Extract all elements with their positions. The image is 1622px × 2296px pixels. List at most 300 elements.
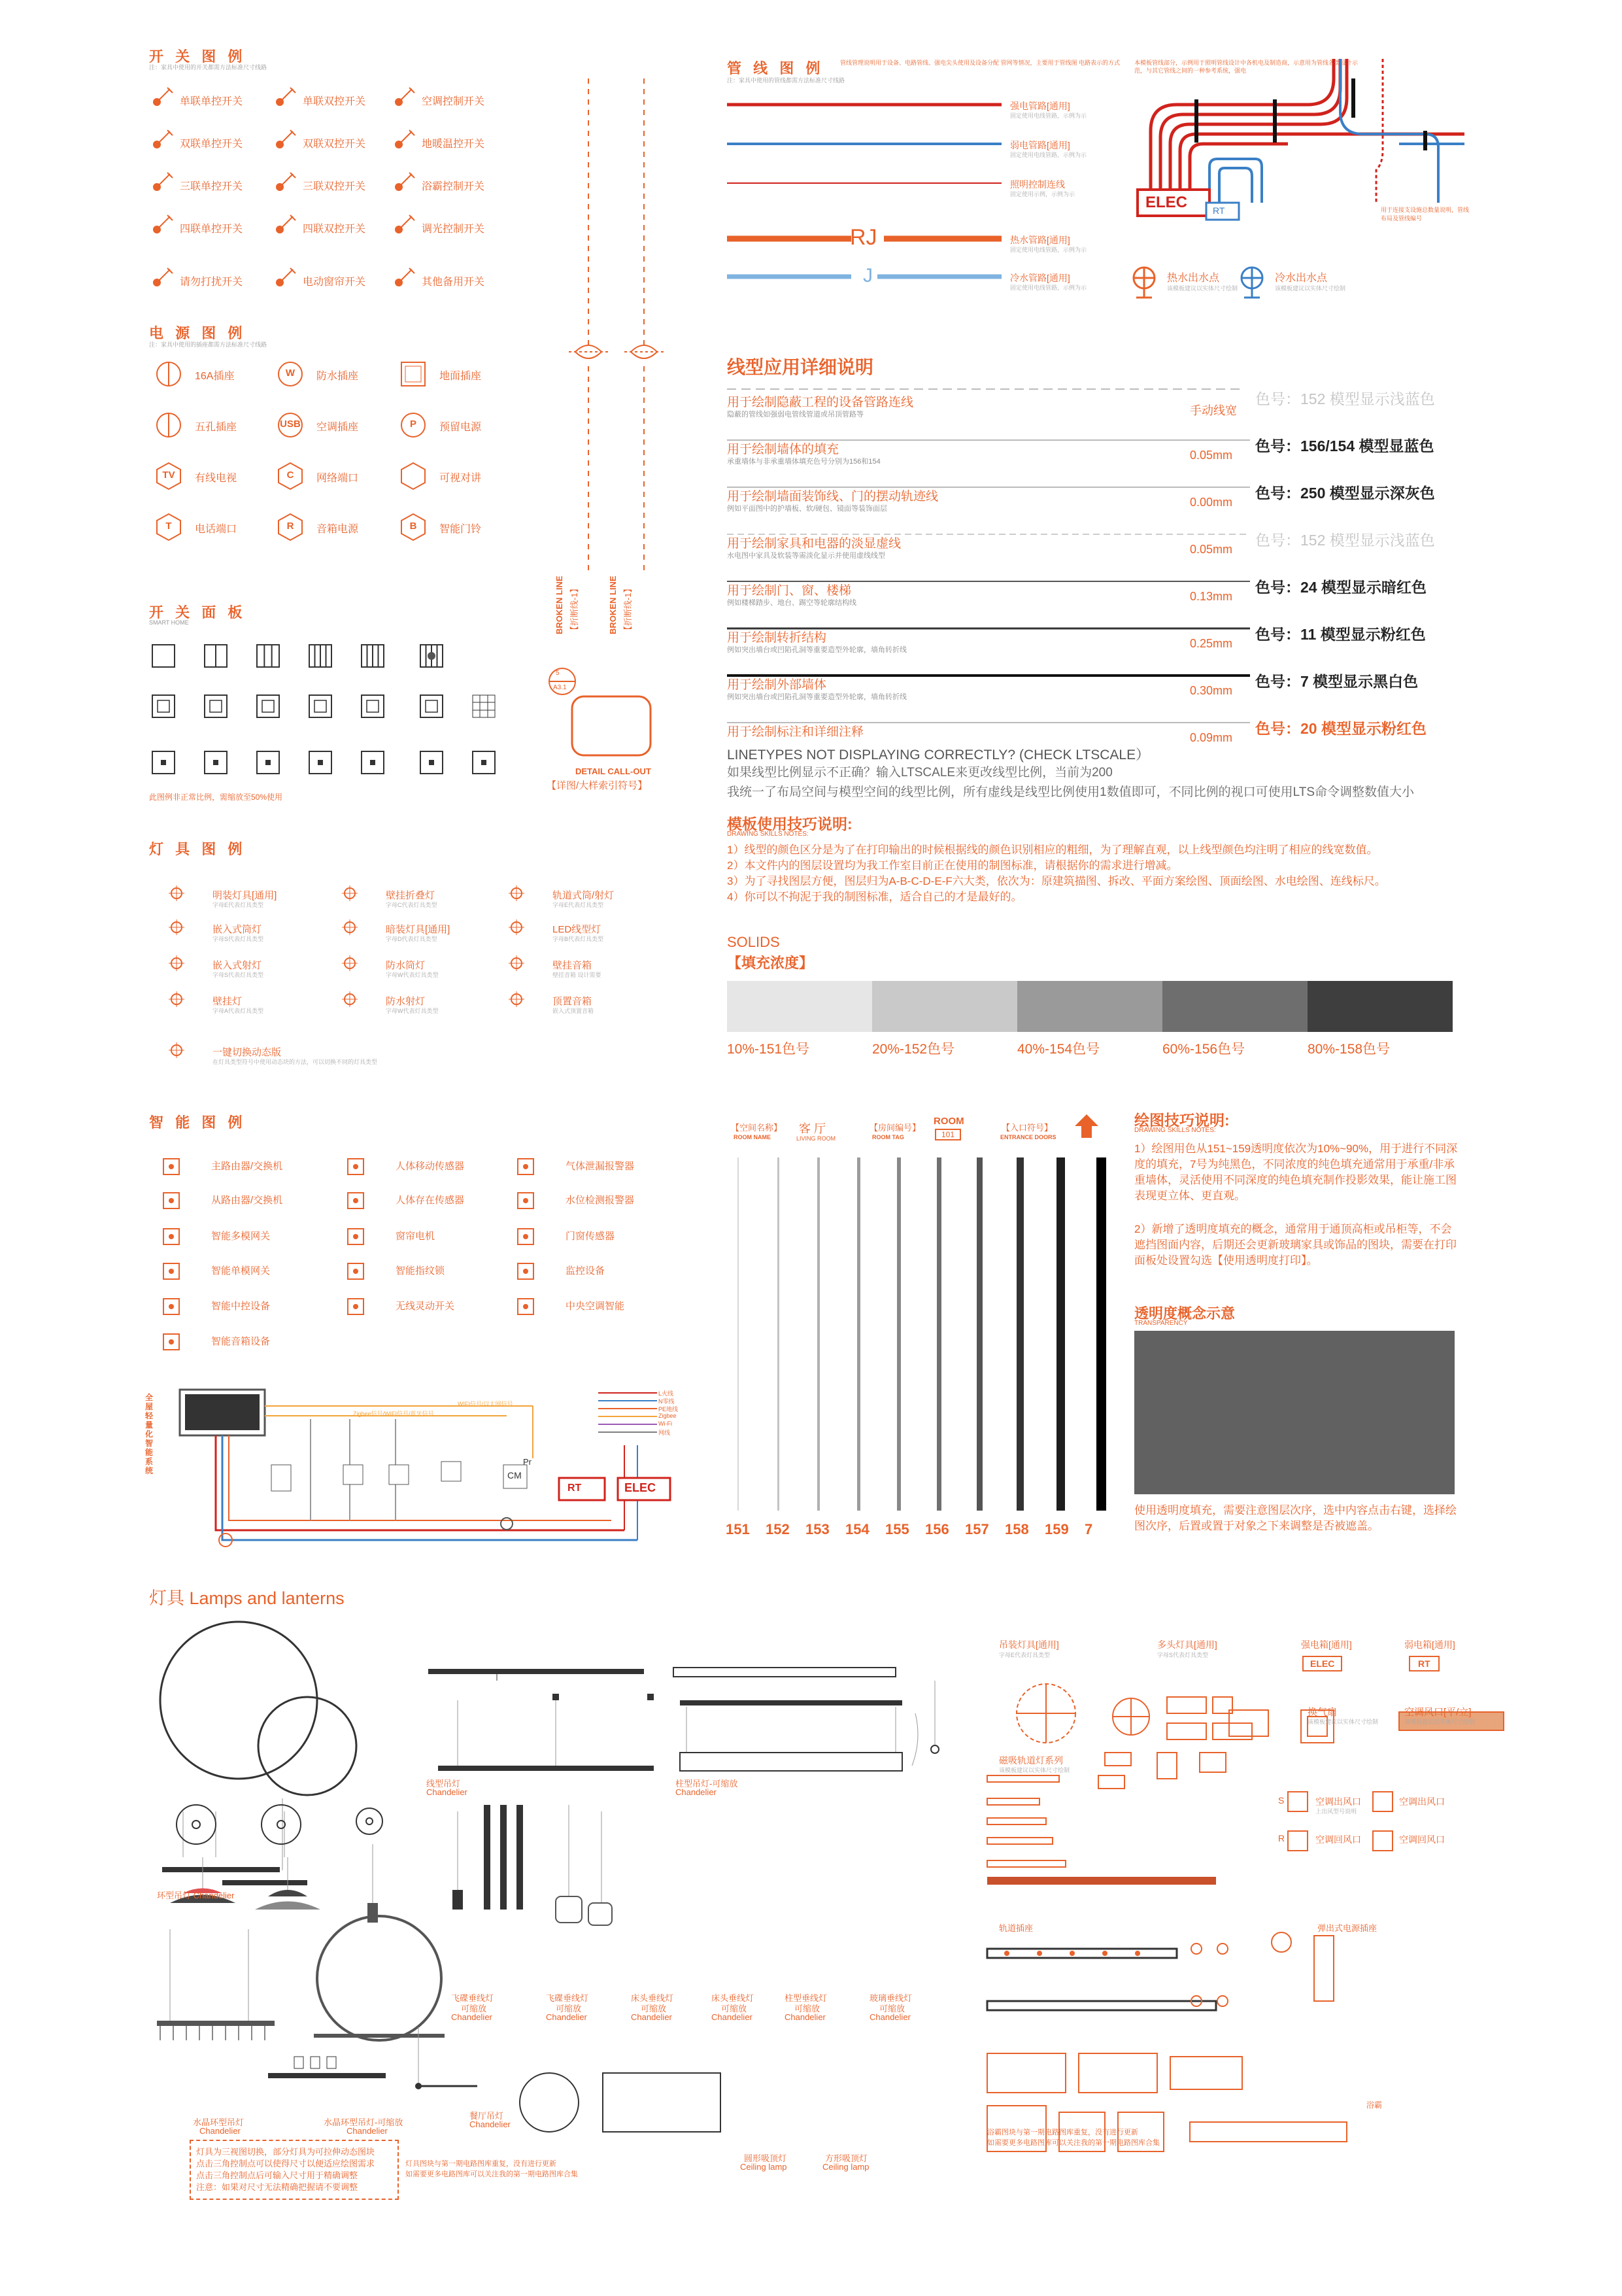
switch-label: 空调控制开关 (422, 96, 485, 107)
linetype-desc: 承重墙体与非承重墙体填充色号分别为156和154 (727, 458, 881, 466)
smart-device-icon (346, 1297, 366, 1320)
pipe-item-label: 强电管路[通用] (1010, 101, 1070, 111)
detail-callout-label2: 【详图/大样索引符号】 (547, 780, 648, 791)
light-fixture-icon (343, 990, 363, 1013)
solid-label: 20%-152色号 (872, 1042, 955, 1057)
lamp-label: Chandelier (346, 2126, 388, 2136)
solid-swatch (1308, 981, 1453, 1032)
transparency-bar (937, 1157, 941, 1511)
light-label: 防水射灯 (386, 996, 426, 1007)
system-elec-box: ELEC (624, 1481, 656, 1494)
linetype-sample-line (727, 386, 1250, 392)
system-legend-item: N零线 (658, 1398, 675, 1405)
switch-icon (150, 173, 177, 197)
detail-callout-label: DETAIL CALL-OUT (575, 766, 651, 776)
switch-panel-icon (420, 751, 443, 778)
power-label: 电话端口 (195, 524, 237, 535)
switch-icon (150, 268, 177, 292)
transparency-number: 157 (965, 1521, 989, 1537)
switch-section-title: 开 关 图 例 (149, 48, 246, 65)
linetype-name: 用于绘制转折结构 (727, 631, 827, 645)
switch-panel-icon (204, 644, 228, 671)
solid-swatch (1017, 981, 1162, 1032)
light-desc: 字母S代表灯具类型 (212, 936, 264, 942)
lamp-label: 柱型垂线灯 (785, 1993, 828, 2003)
linetype-sample-line (727, 531, 1250, 538)
light-label: 防水筒灯 (386, 960, 426, 971)
room-tag-number: 101 (935, 1129, 961, 1140)
system-pr-label: Pr (523, 1457, 532, 1467)
switch-panel-icon (361, 694, 384, 721)
power-section-title: 电 源 图 例 (149, 325, 246, 341)
weak-box-rt: RT (1409, 1656, 1440, 1671)
switch-panel-icon (309, 694, 332, 721)
system-cm-box: CM (507, 1470, 522, 1481)
light-desc: 壁挂音箱 设计需要 (552, 972, 601, 978)
detail-callout-top: 5 (556, 670, 560, 677)
smart-label: 水位检测报警器 (566, 1195, 635, 1206)
power-label: 可视对讲 (439, 473, 482, 484)
light-fixture-icon (343, 884, 363, 907)
light-fixture-icon (170, 1041, 190, 1064)
power-label: 音箱电源 (316, 524, 359, 535)
transparency-number: 158 (1005, 1521, 1029, 1537)
transparency-number: 155 (885, 1521, 909, 1537)
broken-line-label-1: BROKEN LINE (554, 575, 564, 634)
light-desc: 字母E代表灯具类型 (212, 902, 264, 908)
switch-panel-icon (309, 751, 332, 778)
power-glyph: B (409, 521, 417, 532)
light-label: 轨道式筒/射灯 (552, 890, 615, 901)
light-fixture-icon (343, 954, 363, 977)
switch-panel-icon (256, 751, 280, 778)
linetype-sample-line (727, 578, 1250, 585)
smart-device-icon (516, 1262, 536, 1285)
transparency-number: 151 (726, 1521, 750, 1537)
smart-device-icon (162, 1333, 182, 1356)
template-notes-list (727, 842, 1386, 905)
template-notes-title: 模板使用技巧说明: (727, 815, 853, 832)
smart-device-icon (346, 1227, 366, 1250)
light-desc: 字母A代表灯具类型 (212, 1008, 264, 1014)
smart-label: 智能音箱设备 (211, 1336, 271, 1347)
power-label: 有线电视 (195, 473, 237, 484)
power-label: 预留电源 (439, 422, 482, 433)
power-glyph: W (285, 368, 296, 379)
smart-device-icon (516, 1227, 536, 1250)
panel-section-title: 开 关 面 板 (149, 604, 246, 621)
lamp-label: 线型吊灯 (426, 1779, 461, 1789)
switch-label: 双联单控开关 (180, 139, 243, 150)
switch-icon (392, 130, 418, 154)
lamp-label: Chandelier (451, 2012, 492, 2022)
lamp-label: 环型吊灯 Chandelier (157, 1891, 235, 1900)
power-glyph: R (286, 521, 294, 532)
linetype-width: 0.00mm (1190, 496, 1233, 509)
template-note-line: 4）你可以不拘泥于我的制图标准，适合自己的才是最好的。 (727, 891, 1022, 903)
linetype-color: 色号：250 模型显示深灰色 (1255, 485, 1435, 502)
linetype-name: 用于绘制外部墙体 (727, 678, 827, 692)
power-label: 地面插座 (439, 371, 482, 382)
switch-panel-icon (361, 751, 384, 778)
lamp-label: 可缩放 (721, 2004, 747, 2013)
drawing-tips-title: 绘图技巧说明: (1134, 1112, 1230, 1129)
switch-panel-icon (152, 694, 175, 721)
ac-in-label-2: 空调回风口 (1399, 1834, 1445, 1845)
room-name-label: 【空间名称】 (731, 1123, 783, 1133)
pipe-item-label: 冷水管路[通用] (1010, 273, 1070, 283)
ac-out-sub: 上出风型号说明 (1315, 1808, 1357, 1815)
power-glyph: USB (280, 419, 301, 430)
lamps-note-line-3: 点击三角控制点后可输入尺寸用于精确调整 (196, 2170, 358, 2180)
system-rt-box: RT (567, 1482, 582, 1494)
light-desc: 字母W代表灯具类型 (386, 1008, 439, 1014)
smart-device-icon (162, 1157, 182, 1180)
light-label: LED线型灯 (552, 924, 601, 935)
switch-label: 请勿打扰开关 (180, 277, 243, 288)
linetype-width: 0.13mm (1190, 590, 1233, 603)
smart-label: 智能单模网关 (211, 1265, 271, 1277)
lamp-label: Chandelier (711, 2012, 752, 2022)
smart-device-icon (162, 1191, 182, 1214)
linetype-desc: 例如楼梯踏步、地台、踢空等轮廓结构线 (727, 599, 856, 607)
switch-icon (392, 173, 418, 197)
smart-device-icon (516, 1297, 536, 1320)
smart-label: 智能中控设备 (211, 1301, 271, 1312)
light-label: 明装灯具[通用] (212, 890, 277, 901)
living-room-label: 客 厅 (799, 1122, 826, 1135)
hot-water-outlet-label: 热水出水点 (1167, 273, 1220, 284)
solids-title: SOLIDS (727, 934, 780, 950)
pipe-rt-box: RT (1213, 205, 1225, 216)
pipe-lines-graphic (727, 92, 1188, 307)
pipe-elec-note: 用于连接支设施总数量说明，管线布局及管线编号 (1381, 207, 1470, 222)
linetype-sample-line (727, 672, 1250, 679)
light-fixture-icon (343, 918, 363, 941)
linetype-color: 色号：152 模型显示浅蓝色 (1255, 390, 1435, 407)
switch-icon (392, 215, 418, 239)
pipe-intro-2: 本模板管线部分，示例用于照明管线设计中各机电及制造商，示意用为管线各类设计示范，与其它管线之间的一种参考系统，强电 (1134, 60, 1359, 74)
switch-icon (150, 88, 177, 112)
ac-vent-desc: 该模板建议以实体尺寸绘制 (1404, 1719, 1476, 1725)
lamp-label: 餐厅吊灯 (469, 2111, 504, 2121)
light-desc: 字母B代表灯具类型 (552, 936, 604, 942)
power-outlet-icon (156, 412, 182, 441)
drawing-tips-p1: 1）绘图用色从151~159透明度依次为10%~90%，用于进行不同深度的填充，7号为纯黑色，不同浓度的纯色填充通常用于承重/非承重墙体，灵活使用不同深度的纯色填充制作投影效果，能让施工图表现更立体、更直观。 (1134, 1142, 1458, 1202)
linetype-name: 用于绘制标注和详细注释 (727, 725, 864, 739)
linetype-desc: 例如平面图中的护墙板、软/硬包、镜面等装饰面层 (727, 505, 888, 513)
lamp-label: 床头垂线灯 (631, 1993, 674, 2003)
smart-label: 门窗传感器 (566, 1231, 615, 1242)
switch-label: 地暖温控开关 (422, 139, 485, 150)
lamp-label: Chandelier (870, 2012, 911, 2022)
system-legend-item: L火线 (658, 1390, 674, 1397)
transparency-bars (719, 1157, 1098, 1524)
solid-swatch (872, 981, 1017, 1032)
power-label: 16A插座 (195, 371, 235, 382)
template-note-line: 2）本文件内的图层设置均为我工作室目前正在使用的制图标准，请根据你的需求进行增减。 (727, 859, 1178, 872)
fan-desc: 该模板建议以实体尺寸绘制 (1308, 1719, 1379, 1725)
switch-label: 双联双控开关 (303, 139, 366, 150)
strong-box-label: 强电箱[通用] (1301, 1639, 1352, 1650)
broken-line-label-2: BROKEN LINE (608, 575, 618, 634)
linetype-desc: 水电图中家具及软装等需淡化显示并使用虚线线型 (727, 552, 885, 560)
lamp-label: Chandelier (469, 2119, 511, 2129)
transparency-bar (977, 1157, 983, 1511)
ac-out-label: 空调出风口 (1315, 1796, 1361, 1807)
light-fixture-icon (510, 954, 530, 977)
smart-label: 无线灵动开关 (396, 1301, 455, 1312)
lamp-label: Chandelier (546, 2012, 587, 2022)
lamps-title: 灯具 Lamps and lanterns (149, 1588, 345, 1608)
hot-water-outlet-desc: 该模板建议以实体尺寸绘制 (1167, 285, 1238, 292)
transparency-bar (817, 1157, 820, 1511)
linetype-color: 色号：11 模型显示粉红色 (1255, 626, 1426, 643)
panel-note: 此图例非正常比例，需缩放至50%使用 (149, 793, 283, 802)
entrance-en: ENTRANCE DOORS (1000, 1134, 1056, 1140)
solid-label: 60%-156色号 (1162, 1042, 1245, 1057)
lamp-label: 可缩放 (641, 2004, 667, 2013)
lamp-label: Chandelier (631, 2012, 672, 2022)
cold-water-j-label: J (863, 265, 873, 286)
popup-socket-label: 弹出式电源插座 (1317, 1923, 1377, 1933)
system-legend-item: PE地线 (658, 1406, 679, 1413)
smart-device-icon (516, 1191, 536, 1214)
switch-label: 其他备用开关 (422, 277, 485, 288)
light-desc: 字母D代表灯具类型 (386, 936, 437, 942)
lamps-note-line-1: 灯具为三视图切换，部分灯具为可拉伸动态图块 (196, 2147, 375, 2157)
power-label: 防水插座 (316, 371, 359, 382)
smart-section-title: 智 能 图 例 (149, 1114, 246, 1131)
switch-icon (273, 173, 299, 197)
lamps-note-box (190, 2140, 399, 2200)
system-legend-item: 网线 (658, 1430, 671, 1436)
cold-water-outlet-icon (1239, 265, 1278, 304)
transparency-bar (777, 1157, 779, 1511)
transparency-bar (1096, 1157, 1106, 1511)
switch-label: 浴霸控制开关 (422, 181, 485, 192)
linetype-sample-line (727, 484, 1250, 490)
power-outlet-icon (400, 463, 426, 492)
light-label: 嵌入式射灯 (212, 960, 262, 971)
smart-device-icon (516, 1157, 536, 1180)
lamp-label: Chandelier (199, 2126, 241, 2136)
lamp-label: 柱型吊灯-可缩放 (675, 1779, 738, 1789)
transparency-title: 透明度概念示意 (1134, 1305, 1236, 1322)
switch-icon (273, 88, 299, 112)
linetype-sample-line (727, 719, 1250, 726)
lamp-label: 圆形吸顶灯 (744, 2153, 787, 2163)
switch-icon (392, 268, 418, 292)
system-legend-item: Zigbee (658, 1413, 677, 1419)
right-lamps-drawings (987, 1661, 1510, 2132)
ac-in-label: 空调回风口 (1315, 1834, 1361, 1845)
switch-label: 三联双控开关 (303, 181, 366, 192)
ltscale-line-2: 我统一了布局空间与模型空间的线型比例，所有虚线是线型比例使用1数值即可，不同比例的视口可使用LTS命令调整数值大小 (727, 785, 1415, 799)
switch-label: 四联双控开关 (303, 224, 366, 235)
linetype-color: 色号：7 模型显示黑白色 (1255, 673, 1419, 690)
light-fixture-icon (170, 954, 190, 977)
smart-label: 监控设备 (566, 1265, 605, 1277)
pipe-item-desc: 固定使用电线管路，示例为示 (1010, 112, 1087, 119)
linetype-color: 色号：152 模型显示浅蓝色 (1255, 532, 1435, 549)
fan-label: 换气扇 (1308, 1707, 1338, 1718)
light-desc: 字母S代表灯具类型 (212, 972, 264, 978)
light-fixture-icon (510, 990, 530, 1013)
switch-label: 三联单控开关 (180, 181, 243, 192)
transparency-bar (857, 1157, 860, 1511)
power-label: 网络端口 (316, 473, 359, 484)
transparency-number: 156 (925, 1521, 949, 1537)
smart-label: 智能多模网关 (211, 1231, 271, 1242)
transparency-bar (897, 1157, 901, 1511)
smart-device-icon (162, 1262, 182, 1285)
pipe-item-label: 弱电管路[通用] (1010, 140, 1070, 150)
light-label: 顶置音箱 (552, 996, 592, 1007)
smart-device-icon (346, 1157, 366, 1180)
switch-section-subtitle: 注：家具中使用的开关都需方法标准尺寸线路 (149, 64, 267, 71)
linetype-desc: 例如突出墙台或凹陷孔洞等重要造型外轮廓，墙角转折线 (727, 693, 907, 701)
smart-label: 人体移动传感器 (396, 1161, 465, 1172)
lamp-label: 可缩放 (794, 2004, 820, 2013)
right-note-2: 如需要更多电路图库可以关注我的第一期电路图库合集 (987, 2139, 1160, 2147)
light-label: 壁挂音箱 (552, 960, 592, 971)
light-fixture-icon (510, 884, 530, 907)
linetype-name: 用于绘制门、窗、楼梯 (727, 584, 852, 598)
switch-label: 四联单控开关 (180, 224, 243, 235)
smart-device-icon (346, 1262, 366, 1285)
lamp-label: 玻璃垂线灯 (870, 1993, 913, 2003)
drawing-tips-p2: 2）新增了透明度填充的概念，通常用于通顶高柜或吊柜等，不会遮挡图面内容，后期还会更新玻璃家具或饰品的图块，需要在打印面板处设置勾选【使用透明度打印】。 (1134, 1223, 1457, 1267)
pipe-item-label: 热水管路[通用] (1010, 235, 1070, 245)
rail-socket-label: 轨道插座 (999, 1923, 1034, 1933)
pipe-item-label: 照明控制连线 (1010, 179, 1065, 190)
light-label: 嵌入式筒灯 (212, 924, 262, 935)
system-diagram-title: 全屋轻量化智能系统 (145, 1393, 154, 1475)
lamp-label: 床头垂线灯 (711, 1993, 754, 2003)
light-fixture-icon (170, 990, 190, 1013)
linetype-sample-line (727, 437, 1250, 443)
linetype-name: 用于绘制墙面装饰线、门的摆动轨迹线 (727, 490, 939, 504)
smart-label: 从路由器/交换机 (211, 1195, 283, 1206)
linetype-sample-line (727, 625, 1250, 632)
power-outlet-icon (156, 361, 182, 390)
linetype-desc: 例如突出墙台或凹陷孔洞等重要造型外轮廓，墙角转折线 (727, 646, 907, 654)
smart-label: 主路由器/交换机 (211, 1161, 283, 1172)
lamp-label: Chandelier (675, 1787, 717, 1797)
pipe-section-subtitle: 注：家具中使用的管线都需方法标准尺寸线路 (727, 77, 845, 84)
transparency-number: 7 (1085, 1521, 1093, 1537)
bath-heater-label: 浴霸 (1366, 2100, 1383, 2110)
light-label: 一键切换动态版 (212, 1047, 282, 1058)
light-fixture-icon (170, 884, 190, 907)
entrance-label: 【入口符号】 (1002, 1123, 1053, 1133)
smart-device-icon (346, 1191, 366, 1214)
room-tag-room: ROOM (934, 1116, 964, 1127)
linetype-width: 0.09mm (1190, 731, 1233, 744)
strong-box-elec: ELEC (1302, 1656, 1342, 1671)
lamp-label: Ceiling lamp (822, 2162, 870, 2172)
switch-panel-icon (152, 644, 175, 671)
right-note: 浴霸图块与第一期电路图库重复，没有进行更新 (987, 2129, 1138, 2136)
template-note-line: 3）为了寻找图层方便，图层归为A-B-C-D-E-F六大类，依次为：原建筑描图、拆改、平面方案绘图、顶面绘图、水电绘图、连线标尺。 (727, 875, 1386, 887)
lamp-label: Ceiling lamp (740, 2162, 787, 2172)
broken-line-label-1b: 【折断线-1】 (569, 584, 579, 634)
linetype-desc: 隐蔽的管线如强弱电管线管道或吊顶管路等 (727, 411, 864, 419)
linetype-width: 0.25mm (1190, 637, 1233, 650)
switch-panel-icon (152, 751, 175, 778)
switch-panel-icon (472, 694, 496, 721)
pipe-section-title: 管 线 图 例 (727, 60, 824, 77)
linetype-width: 0.30mm (1190, 684, 1233, 697)
light-section-title: 灯 具 图 例 (149, 841, 246, 857)
smart-device-icon (162, 1297, 182, 1320)
light-label: 壁挂折叠灯 (386, 890, 435, 901)
linetype-width: 手动线宽 (1190, 404, 1237, 417)
hot-water-outlet-icon (1131, 265, 1170, 304)
switch-panel-icon (420, 644, 443, 671)
switch-panel-icon (256, 694, 280, 721)
lamps-note-2b: 如需要更多电路图库可以关注我的第一期电路图库合集 (405, 2170, 578, 2178)
system-label-wifi: WIFI信号/以太网信号 (458, 1401, 513, 1407)
switch-panel-icon (256, 644, 280, 671)
lamp-label: 水晶环型吊灯 (193, 2117, 245, 2127)
lamp-label: Chandelier (785, 2012, 826, 2022)
switch-panel-icon (309, 644, 332, 671)
switch-label: 电动窗帘开关 (303, 277, 366, 288)
ltscale-title: LINETYPES NOT DISPLAYING CORRECTLY? (CHECK LTSCALE） (727, 747, 1150, 762)
solid-label: 40%-154色号 (1017, 1042, 1100, 1057)
switch-icon (273, 215, 299, 239)
ltscale-line-1: 如果线型比例显示不正确？输入LTSCALE来更改线型比例，当前为200 (727, 766, 1113, 780)
smart-label: 窗帘电机 (396, 1231, 435, 1242)
switch-panel-icon (420, 694, 443, 721)
power-section-subtitle: 注：家具中使用的插座都需方法标准尺寸线路 (149, 341, 267, 348)
ac-vent-label: 空调风口[平/立] (1404, 1707, 1472, 1718)
light-fixture-icon (170, 918, 190, 941)
switch-icon (150, 215, 177, 239)
broken-line-label-2b: 【折断线-1】 (623, 584, 633, 634)
track-light-label: 磁吸轨道灯系列 (999, 1755, 1063, 1766)
pipe-item-desc: 固定使用电线管路，示例为示 (1010, 284, 1087, 291)
pendant-lamp-label: 吊装灯具[通用] (999, 1639, 1059, 1650)
cold-water-outlet-label: 冷水出水点 (1275, 273, 1328, 284)
solid-swatch (1162, 981, 1308, 1032)
transparency-bar (1056, 1157, 1065, 1511)
detail-callout-bottom: A3.1 (553, 684, 567, 691)
light-label: 壁挂灯 (212, 996, 243, 1007)
switch-label: 调光控制开关 (422, 224, 485, 235)
drawing-tips-subtitle: DRAWING SKILLS NOTES: (1134, 1127, 1216, 1134)
multi-head-lamp-label: 多头灯具[通用] (1157, 1639, 1217, 1650)
power-outlet-icon (400, 361, 426, 390)
light-desc: 字母C代表灯具类型 (386, 902, 437, 908)
detail-callout-symbol (536, 667, 667, 765)
template-note-line: 1）线型的颜色区分是为了在打印输出的时候根据线的颜色识别相应的粗细，为了理解直观，以上线型颜色均注明了相应的线宽数值。 (727, 844, 1378, 856)
panel-section-subtitle: SMART HOME (149, 619, 189, 626)
light-label: 暗装灯具[通用] (386, 924, 450, 935)
lamps-note-line-4: 注意：如果对尺寸无法精确把握请不要调整 (196, 2182, 358, 2192)
solid-swatch (727, 981, 872, 1032)
linetype-name: 用于绘制隐蔽工程的设备管路连线 (727, 396, 914, 409)
solids-subtitle: 【填充浓度】 (727, 955, 814, 971)
switch-panel-icon (472, 751, 496, 778)
ac-out-label-2: 空调出风口 (1399, 1796, 1445, 1807)
switch-icon (392, 88, 418, 112)
r-mark: R (1278, 1833, 1285, 1843)
lamp-label: 飞碟垂线灯 (546, 1993, 589, 2003)
switch-panel-icon (361, 644, 384, 671)
